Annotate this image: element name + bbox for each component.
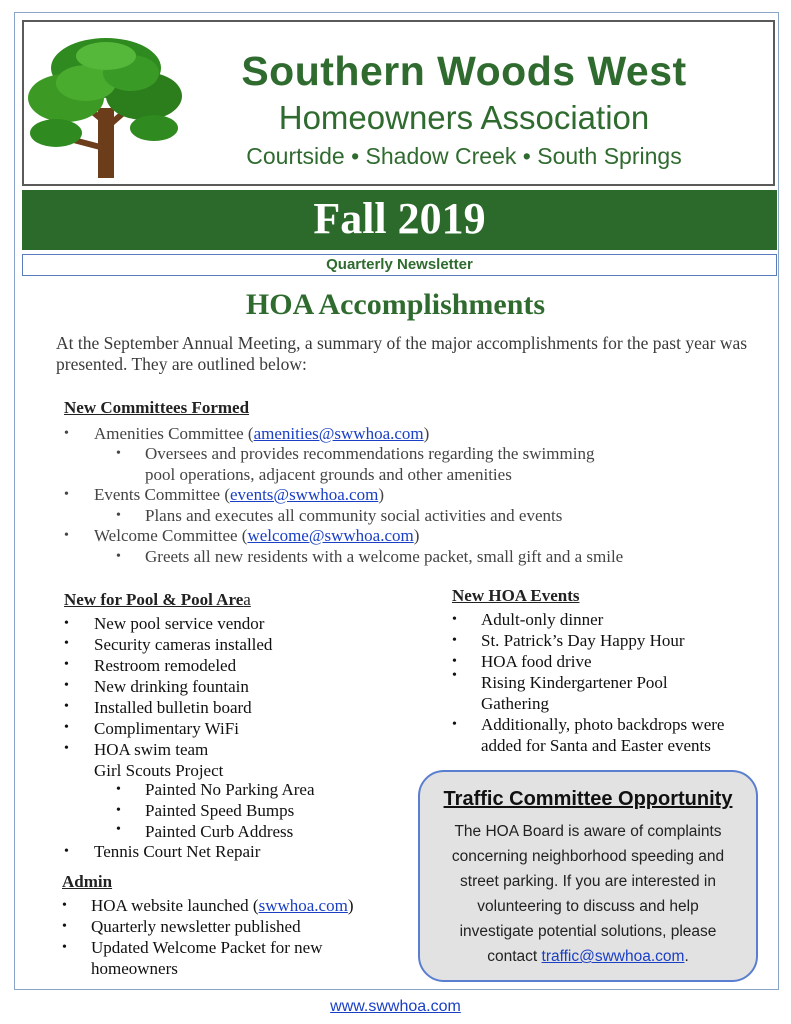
list-item: Welcome Committee (welcome@swwhoa.com) <box>94 526 420 545</box>
article-intro: At the September Annual Meeting, a summary of the major accomplishments for the past year was presented. They are outlined below: <box>56 333 748 374</box>
list-item: Plans and executes all community social activities and events <box>145 506 563 525</box>
bullet-dot-icon: • <box>64 741 69 756</box>
bullet-dot-icon: • <box>64 844 69 859</box>
bullet-dot-icon: • <box>64 426 69 441</box>
bullet-dot-icon: • <box>64 528 69 543</box>
list-item: HOA website launched (swwhoa.com) <box>91 896 354 915</box>
issue-banner: Fall 2019 <box>22 190 777 250</box>
list-item: Rising Kindergartener Pool <box>481 673 668 692</box>
list-item: Quarterly newsletter published <box>91 917 301 936</box>
admin-heading: Admin <box>62 872 113 891</box>
list-item: Restroom remodeled <box>94 656 237 675</box>
article-heading: HOA Accomplishments <box>245 288 546 321</box>
traffic-email-link[interactable]: traffic@swwhoa.com <box>541 948 685 965</box>
bullet-dot-icon: • <box>452 717 457 732</box>
list-item: Additionally, photo backdrops were <box>481 715 725 734</box>
pool-heading: New for Pool & Pool Area <box>64 590 251 609</box>
bullet-dot-icon: • <box>64 636 69 651</box>
masthead <box>22 20 775 186</box>
bullet-dot-icon: • <box>64 616 69 631</box>
list-item: Greets all new residents with a welcome packet, small gift and a smile <box>145 547 624 566</box>
list-item: Painted Speed Bumps <box>145 801 295 820</box>
events-heading: New HOA Events <box>452 586 580 605</box>
bullet-dot-icon: • <box>452 612 457 627</box>
bullet-dot-icon: • <box>116 446 121 461</box>
neighborhood-list: Courtside • Shadow Creek • South Springs <box>246 143 682 169</box>
association-name: Southern Woods West <box>241 48 687 94</box>
list-item: Amenities Committee (amenities@swwhoa.com) <box>94 424 430 443</box>
bullet-dot-icon: • <box>64 699 69 714</box>
list-item: homeowners <box>91 959 178 978</box>
bullet-dot-icon: • <box>116 803 121 818</box>
list-item: Adult-only dinner <box>481 610 604 629</box>
footer <box>0 998 791 1016</box>
bullet-dot-icon: • <box>62 940 67 955</box>
bullet-dot-icon: • <box>64 487 69 502</box>
traffic-callout <box>418 770 758 982</box>
bullet-dot-icon: • <box>116 782 121 797</box>
list-item: Girl Scouts Project <box>94 761 224 780</box>
association-subtitle: Homeowners Association <box>278 99 650 136</box>
bullet-dot-icon: • <box>62 898 67 913</box>
list-item: Events Committee (events@swwhoa.com) <box>94 485 384 504</box>
amenities-email-link[interactable]: amenities@swwhoa.com <box>253 424 424 443</box>
events-email-link[interactable]: events@swwhoa.com <box>229 485 379 504</box>
bullet-dot-icon: • <box>452 654 457 669</box>
list-item: Painted No Parking Area <box>145 780 315 799</box>
list-item: Complimentary WiFi <box>94 719 239 738</box>
list-item: Painted Curb Address <box>145 822 294 841</box>
bullet-dot-icon: • <box>116 508 121 523</box>
oak-tree-icon <box>26 28 186 180</box>
list-item: HOA swim team <box>94 740 209 759</box>
list-item: added for Santa and Easter events <box>481 736 711 755</box>
bullet-dot-icon: • <box>452 668 457 683</box>
list-item: Oversees and provides recommendations regarding the swimming <box>145 444 595 463</box>
list-item: Tennis Court Net Repair <box>94 842 261 861</box>
bullet-dot-icon: • <box>452 633 457 648</box>
committees-heading: New Committees Formed <box>64 398 250 417</box>
callout-heading: Traffic Committee Opportunity <box>443 788 733 810</box>
bullet-dot-icon: • <box>64 657 69 672</box>
list-item: Gathering <box>481 694 549 713</box>
list-item: Security cameras installed <box>94 635 273 654</box>
bullet-dot-icon: • <box>116 549 121 564</box>
list-item: Installed bulletin board <box>94 698 252 717</box>
list-item: St. Patrick’s Day Happy Hour <box>481 631 685 650</box>
bullet-dot-icon: • <box>116 822 121 837</box>
list-item: pool operations, adjacent grounds and other amenities <box>145 465 512 484</box>
footer-website-link[interactable]: www.swwhoa.com <box>330 998 461 1015</box>
bullet-dot-icon: • <box>62 919 67 934</box>
welcome-email-link[interactable]: welcome@swwhoa.com <box>247 526 414 545</box>
list-item: Updated Welcome Packet for new <box>91 938 323 957</box>
website-link[interactable]: swwhoa.com <box>258 896 348 915</box>
bullet-dot-icon: • <box>64 678 69 693</box>
list-item: HOA food drive <box>481 652 592 671</box>
list-item: New pool service vendor <box>94 614 265 633</box>
bullet-dot-icon: • <box>64 720 69 735</box>
callout-body: The HOA Board is aware of complaints concerning neighborhood speeding and street parking. If you are interested in volunteering to discuss and help investigate potential solutions, please contact traffic@swwhoa.com. <box>451 823 725 965</box>
list-item: New drinking fountain <box>94 677 249 696</box>
newsletter-type: Quarterly Newsletter <box>22 254 777 276</box>
